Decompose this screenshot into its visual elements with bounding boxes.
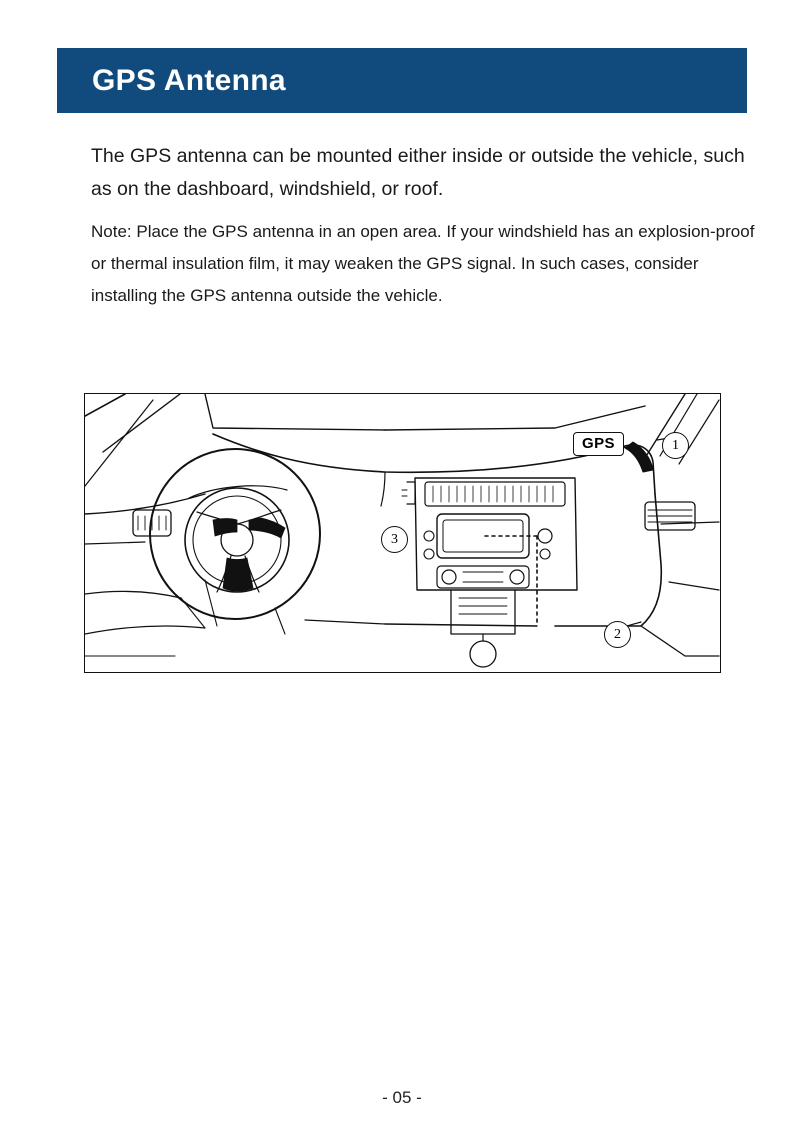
gps-antenna-label: GPS	[573, 432, 624, 456]
page-title: GPS Antenna	[92, 63, 286, 97]
lead-paragraph: The GPS antenna can be mounted either inside or outside the vehicle, such as on the dashboard, windshield, or roof.	[91, 145, 745, 200]
callout-marker-2: 2	[604, 621, 631, 648]
note-paragraph: Note: Place the GPS antenna in an open area. If your windshield has an explosion-proof or thermal insulation film, it may weaken the GPS signal. In such cases, consider installing the GPS antenna outside the vehicle.	[91, 222, 755, 305]
section-title-bar	[57, 48, 747, 113]
installation-diagram	[84, 393, 721, 673]
callout-marker-3: 3	[381, 526, 408, 553]
page-footer: - 05 -	[382, 1088, 422, 1107]
callout-marker-1: 1	[662, 432, 689, 459]
body-copy	[91, 140, 756, 312]
